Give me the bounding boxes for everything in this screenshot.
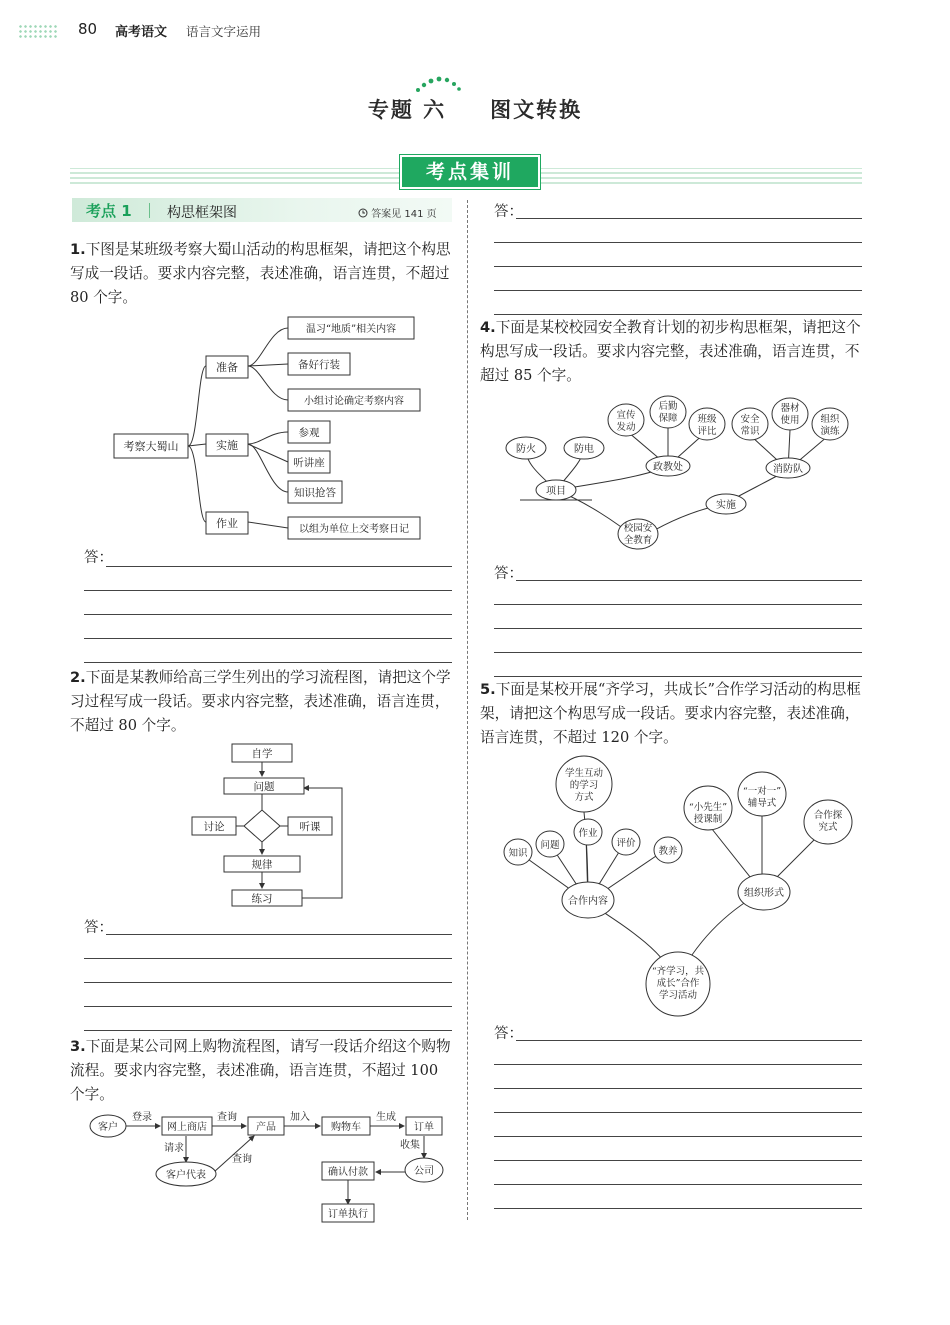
svg-text:防火: 防火 — [516, 444, 536, 455]
q2-answer-line[interactable] — [106, 934, 452, 935]
q3-answer-line[interactable] — [494, 290, 862, 291]
svg-text:消防队: 消防队 — [773, 464, 803, 475]
q4-answer-line[interactable] — [516, 580, 862, 581]
svg-text:“一对一”: “一对一” — [742, 786, 782, 797]
svg-text:客户代表: 客户代表 — [166, 1170, 206, 1181]
book-title: 高考语文 — [115, 25, 168, 40]
q4-answer-line[interactable] — [494, 652, 862, 653]
svg-text:以组为单位上交考察日记: 以组为单位上交考察日记 — [299, 524, 409, 535]
question-5: 5.下面是某校开展“齐学习，共成长”合作学习活动的构思框架，请把这个构思写成一段话。要求内容完整，表述准确，语言连贯，不超过 120 个字。 — [480, 681, 861, 746]
column-divider — [467, 200, 468, 1220]
svg-text:组织形式: 组织形式 — [744, 888, 784, 899]
svg-text:究式: 究式 — [818, 822, 838, 833]
svg-text:合作内容: 合作内容 — [568, 896, 608, 907]
band-stripes-left — [70, 168, 400, 184]
q5-answer-line[interactable] — [494, 1088, 862, 1089]
q5-answer-line[interactable] — [494, 1136, 862, 1137]
q4-answer-line[interactable] — [494, 628, 862, 629]
svg-text:常识: 常识 — [740, 426, 760, 437]
q1-answer-line[interactable] — [84, 590, 452, 591]
q2-diagram — [186, 740, 356, 912]
q5-diagram — [496, 752, 862, 1020]
svg-text:客户: 客户 — [98, 1122, 118, 1133]
q2-answer-line[interactable] — [84, 982, 452, 983]
q3-answer-line[interactable] — [516, 218, 862, 219]
q4-answer-label: 答： — [494, 566, 523, 582]
svg-text:组织: 组织 — [820, 414, 840, 425]
svg-text:订单: 订单 — [414, 1122, 434, 1133]
svg-text:项目: 项目 — [546, 486, 566, 497]
section-title: 语言文字运用 — [186, 24, 262, 39]
svg-text:成长”合作: 成长”合作 — [656, 978, 700, 989]
svg-text:加入: 加入 — [290, 1112, 310, 1123]
svg-text:器材: 器材 — [780, 403, 800, 414]
q3-answer-line[interactable] — [494, 242, 862, 243]
q2-answer-label: 答： — [84, 920, 113, 936]
svg-text:规律: 规律 — [251, 859, 273, 871]
question-4: 4.下面是某校校园安全教育计划的初步构思框架，请把这个构思写成一段话。要求内容完整，表述准确，语言连贯，不超过 85 个字。 — [480, 319, 861, 384]
q2-answer-line[interactable] — [84, 1006, 452, 1007]
svg-text:生成: 生成 — [376, 1112, 396, 1123]
clock-icon — [358, 208, 368, 218]
svg-text:学生互动: 学生互动 — [564, 768, 604, 779]
q4-diagram — [496, 392, 862, 556]
svg-text:演练: 演练 — [820, 426, 840, 437]
svg-text:确认付款: 确认付款 — [328, 1167, 368, 1178]
q3-diagram — [86, 1106, 456, 1224]
question-1: 1.下图是某班级考察大蜀山活动的构思框架，请把这个构思写成一段话。要求内容完整，表述准确，语言连贯，不超过 80 个字。 — [70, 241, 451, 306]
q4-answer-line[interactable] — [494, 676, 862, 677]
question-3: 3.下面是某公司网上购物流程图，请写一段话介绍这个购物流程。要求内容完整，表述准确，语言连贯，不超过 100 个字。 — [70, 1038, 451, 1103]
page-number: 80 — [78, 20, 98, 38]
svg-text:“齐学习，共: “齐学习，共 — [651, 966, 705, 977]
svg-text:发动: 发动 — [616, 422, 636, 433]
page-title: 专题 六 图文转换 — [367, 98, 583, 122]
svg-text:问题: 问题 — [540, 840, 560, 851]
svg-text:讨论: 讨论 — [203, 821, 225, 833]
section-band-title: 考点集训 — [400, 155, 540, 189]
svg-text:班级: 班级 — [697, 414, 717, 425]
svg-text:实施: 实施 — [716, 500, 736, 511]
title-dots-decoration — [410, 74, 540, 94]
header-decoration — [18, 24, 58, 38]
svg-text:小组讨论确定考察内容: 小组讨论确定考察内容 — [304, 396, 404, 407]
q1-diagram — [110, 310, 430, 546]
svg-text:授课制: 授课制 — [693, 814, 723, 825]
svg-text:查询: 查询 — [217, 1112, 237, 1123]
q5-answer-line[interactable] — [494, 1208, 862, 1209]
svg-text:参观: 参观 — [298, 427, 320, 439]
q3-answer-line[interactable] — [494, 314, 862, 315]
band-stripes-right — [540, 168, 862, 184]
q1-answer-line[interactable] — [84, 662, 452, 663]
svg-text:宣传: 宣传 — [616, 410, 636, 421]
q1-answer-line[interactable] — [84, 638, 452, 639]
svg-text:保障: 保障 — [658, 413, 678, 424]
svg-text:购物车: 购物车 — [331, 1122, 361, 1133]
q5-answer-line[interactable] — [494, 1112, 862, 1113]
kaodian-name: 构思框架图 — [167, 205, 237, 221]
q1-answer-line[interactable] — [106, 566, 452, 567]
q2-answer-line[interactable] — [84, 958, 452, 959]
answer-reference: 答案见 141 页 — [358, 205, 437, 220]
svg-text:公司: 公司 — [414, 1166, 434, 1177]
kaodian-separator — [149, 203, 150, 218]
svg-text:防电: 防电 — [574, 444, 594, 455]
svg-text:教养: 教养 — [658, 846, 678, 857]
svg-text:考察大蜀山: 考察大蜀山 — [123, 440, 179, 453]
q2-answer-line[interactable] — [84, 1030, 452, 1031]
question-2: 2.下面是某教师给高三学生列出的学习流程图，请把这个学习过程写成一段话。要求内容完整，表述准确，语言连贯，不超过 80 个字。 — [70, 669, 451, 734]
q1-answer-line[interactable] — [84, 614, 452, 615]
svg-text:温习“地质”相关内容: 温习“地质”相关内容 — [305, 324, 397, 335]
svg-text:自学: 自学 — [251, 748, 273, 760]
svg-text:安全: 安全 — [740, 414, 760, 425]
q3-answer-line[interactable] — [494, 266, 862, 267]
svg-text:合作探: 合作探 — [813, 810, 843, 821]
svg-text:收集: 收集 — [400, 1140, 420, 1151]
svg-text:使用: 使用 — [780, 415, 800, 426]
svg-text:知识: 知识 — [508, 848, 528, 859]
svg-text:评价: 评价 — [616, 838, 636, 849]
svg-text:订单执行: 订单执行 — [328, 1209, 368, 1220]
svg-text:作业: 作业 — [216, 517, 238, 530]
svg-text:校园安: 校园安 — [623, 523, 653, 534]
svg-text:实施: 实施 — [216, 439, 238, 452]
svg-text:练习: 练习 — [251, 893, 273, 905]
q5-answer-line[interactable] — [516, 1040, 862, 1041]
svg-text:登录: 登录 — [132, 1112, 152, 1123]
q5-answer-line[interactable] — [494, 1184, 862, 1185]
svg-text:政教处: 政教处 — [653, 462, 683, 473]
svg-text:知识抢答: 知识抢答 — [294, 487, 336, 499]
svg-text:产品: 产品 — [256, 1122, 276, 1133]
svg-text:准备: 准备 — [216, 361, 238, 374]
q5-answer-line[interactable] — [494, 1064, 862, 1065]
q1-answer-label: 答： — [84, 550, 113, 566]
svg-text:请求: 请求 — [164, 1143, 184, 1154]
svg-text:全教育: 全教育 — [623, 535, 653, 546]
svg-text:方式: 方式 — [574, 792, 594, 803]
svg-text:评比: 评比 — [697, 426, 717, 437]
svg-text:学习活动: 学习活动 — [658, 990, 698, 1001]
svg-text:网上商店: 网上商店 — [167, 1122, 207, 1133]
q5-answer-line[interactable] — [494, 1160, 862, 1161]
svg-text:的学习: 的学习 — [569, 780, 599, 791]
q3-answer-label: 答： — [494, 204, 523, 220]
q4-answer-line[interactable] — [494, 604, 862, 605]
svg-text:听课: 听课 — [299, 821, 321, 833]
q5-answer-label: 答： — [494, 1026, 523, 1042]
svg-text:后勤: 后勤 — [658, 401, 678, 412]
kaodian-label: 考点 1 — [86, 202, 132, 220]
svg-text:“小先生”: “小先生” — [688, 802, 728, 813]
svg-text:备好行装: 备好行装 — [298, 359, 340, 371]
svg-text:查询: 查询 — [232, 1154, 252, 1165]
svg-text:作业: 作业 — [578, 828, 598, 839]
svg-text:问题: 问题 — [253, 781, 275, 793]
svg-text:辅导式: 辅导式 — [747, 798, 777, 809]
svg-text:听讲座: 听讲座 — [293, 457, 325, 469]
